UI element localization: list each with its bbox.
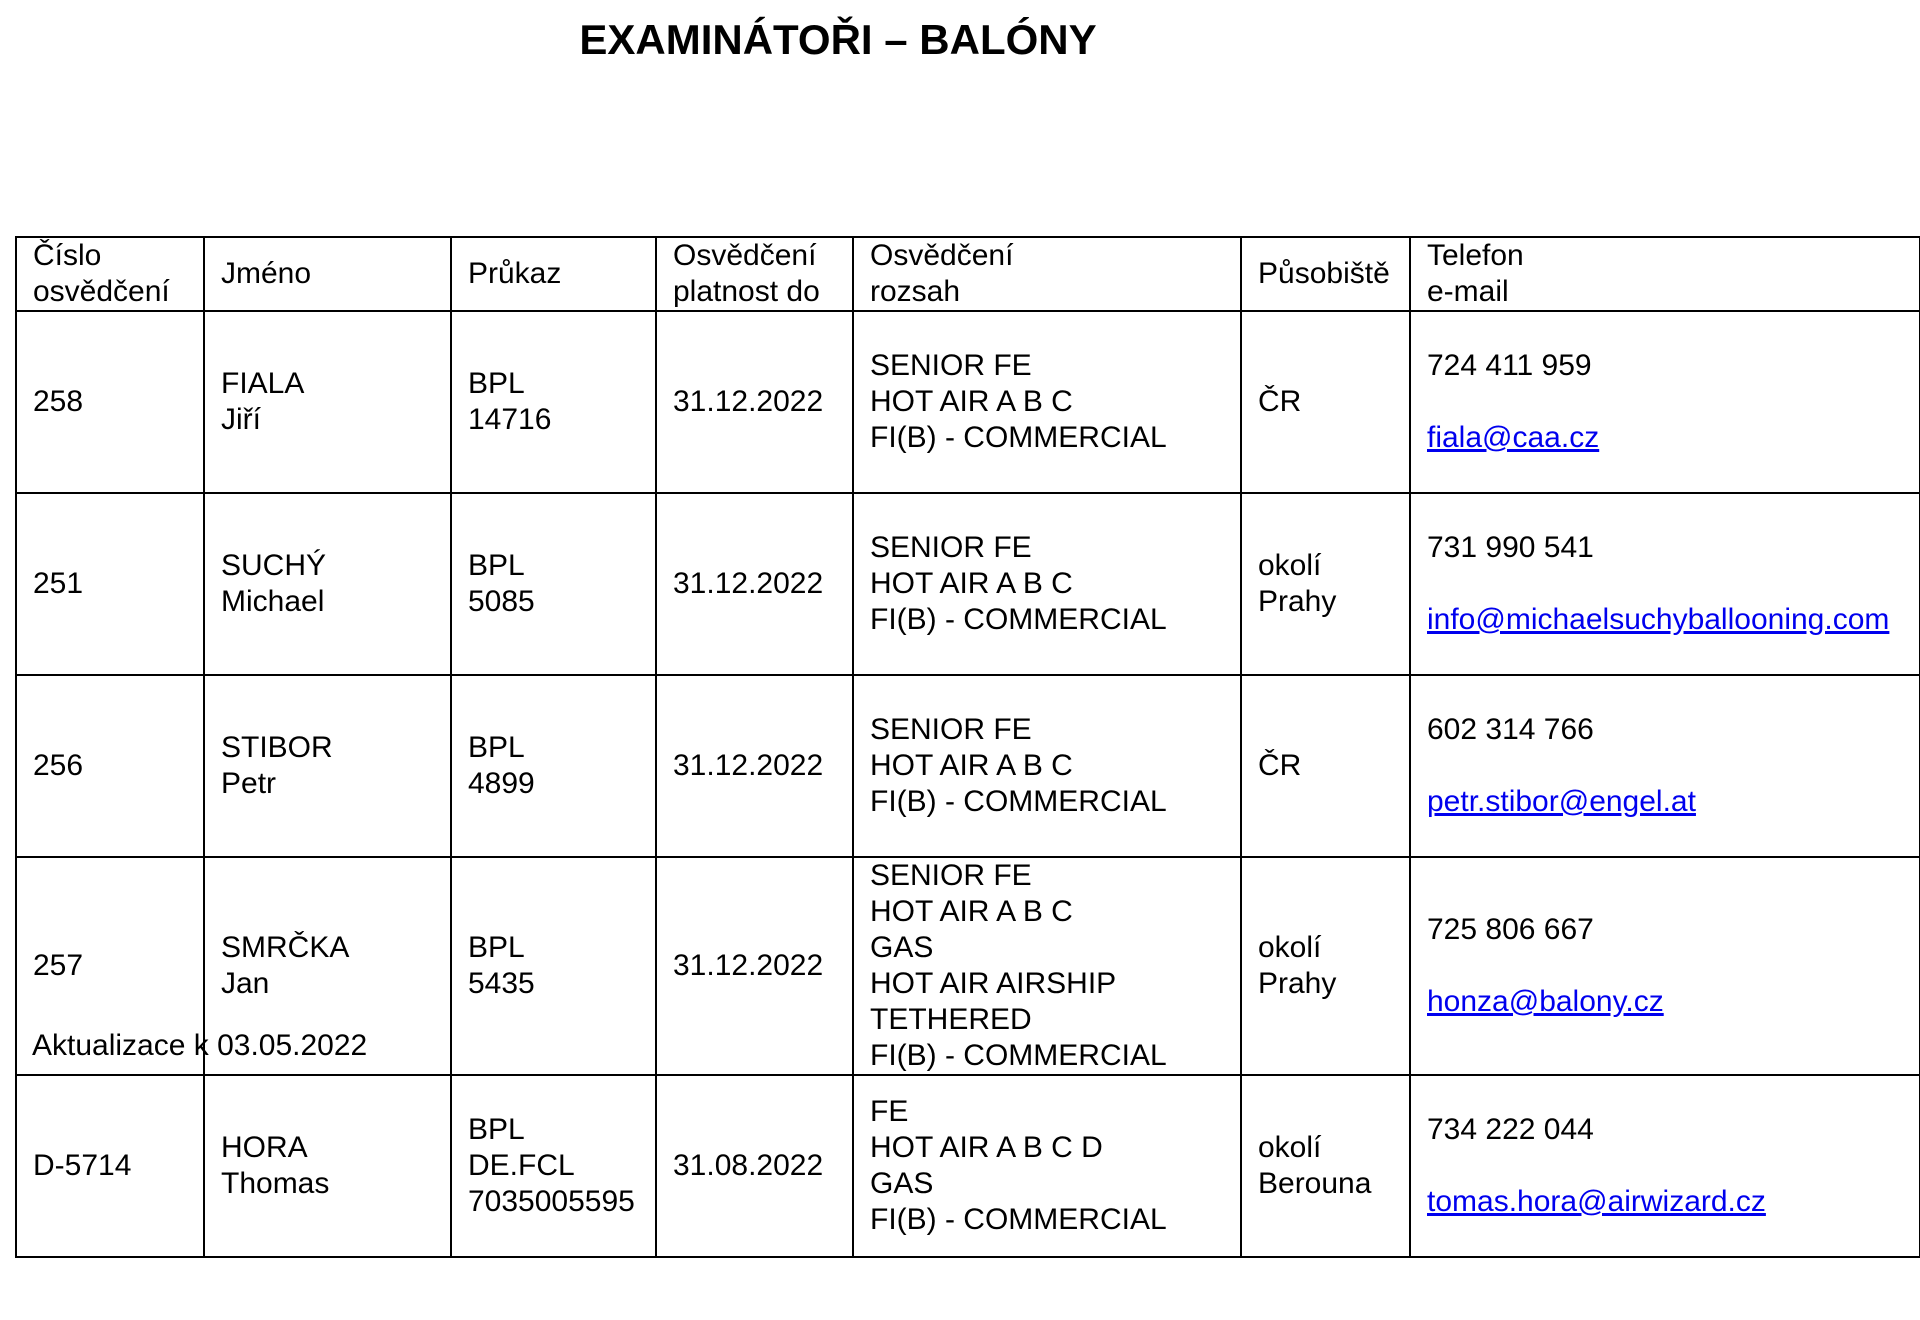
phone-number: 725 806 667 [1427,913,1594,946]
header-name: Jméno [204,237,451,311]
cell-contact [1410,493,1920,675]
cell-license: BPL 4899 [451,675,656,857]
table-row [16,1075,1920,1257]
table-row [16,675,1920,857]
cell-certificate-number: D-5714 [16,1075,204,1257]
cell-license: BPL 5085 [451,493,656,675]
cell-name: STIBOR Petr [204,675,451,857]
cell-scope: FE HOT AIR A B C D GAS FI(B) - COMMERCIAL [853,1075,1241,1257]
cell-location: ČR [1241,311,1410,493]
cell-license: BPL 5435 [451,857,656,1075]
email-link[interactable]: fiala@caa.cz [1427,421,1600,454]
cell-license: BPL DE.FCL 7035005595 [451,1075,656,1257]
examiners-table [15,236,1920,1258]
cell-name: SMRČKA Jan [204,857,451,1075]
header-location: Působiště [1241,237,1410,311]
cell-location: ČR [1241,675,1410,857]
cell-name: HORA Thomas [204,1075,451,1257]
email-link[interactable]: honza@balony.cz [1427,985,1664,1018]
phone-number: 731 990 541 [1427,531,1594,564]
header-certificate-number: Číslo osvědčení [16,237,204,311]
cell-scope: SENIOR FE HOT AIR A B C FI(B) - COMMERCIAL [853,493,1241,675]
cell-location: okolí Berouna [1241,1075,1410,1257]
cell-certificate-number: 251 [16,493,204,675]
cell-location: okolí Prahy [1241,493,1410,675]
header-license: Průkaz [451,237,656,311]
cell-name: FIALA Jiří [204,311,451,493]
update-date-note: Aktualizace k 03.05.2022 [32,1029,368,1062]
cell-valid-until: 31.08.2022 [656,1075,853,1257]
table-header-row [16,237,1920,311]
cell-contact [1410,311,1920,493]
header-contact: Telefon e-mail [1410,237,1920,311]
header-valid-until: Osvědčení platnost do [656,237,853,311]
email-link[interactable]: petr.stibor@engel.at [1427,785,1696,818]
cell-scope: SENIOR FE HOT AIR A B C GAS HOT AIR AIRSHIP TETHERED FI(B) - COMMERCIAL [853,857,1241,1075]
cell-valid-until: 31.12.2022 [656,857,853,1075]
cell-location: okolí Prahy [1241,857,1410,1075]
cell-contact [1410,1075,1920,1257]
cell-contact [1410,675,1920,857]
cell-scope: SENIOR FE HOT AIR A B C FI(B) - COMMERCIAL [853,675,1241,857]
cell-contact [1410,857,1920,1075]
header-scope: Osvědčení rozsah [853,237,1241,311]
cell-valid-until: 31.12.2022 [656,493,853,675]
table-row [16,311,1920,493]
phone-number: 734 222 044 [1427,1113,1594,1146]
cell-certificate-number: 258 [16,311,204,493]
email-link[interactable]: info@michaelsuchyballooning.com [1427,603,1890,636]
cell-valid-until: 31.12.2022 [656,311,853,493]
email-link[interactable]: tomas.hora@airwizard.cz [1427,1185,1766,1218]
phone-number: 602 314 766 [1427,713,1594,746]
cell-valid-until: 31.12.2022 [656,675,853,857]
cell-name: SUCHÝ Michael [204,493,451,675]
cell-certificate-number: 256 [16,675,204,857]
page-title: EXAMINÁTOŘI – BALÓNY [579,16,1097,63]
phone-number: 724 411 959 [1427,349,1592,382]
table-row [16,493,1920,675]
cell-scope: SENIOR FE HOT AIR A B C FI(B) - COMMERCIAL [853,311,1241,493]
cell-license: BPL 14716 [451,311,656,493]
cell-certificate-number: 257 [16,857,204,1075]
